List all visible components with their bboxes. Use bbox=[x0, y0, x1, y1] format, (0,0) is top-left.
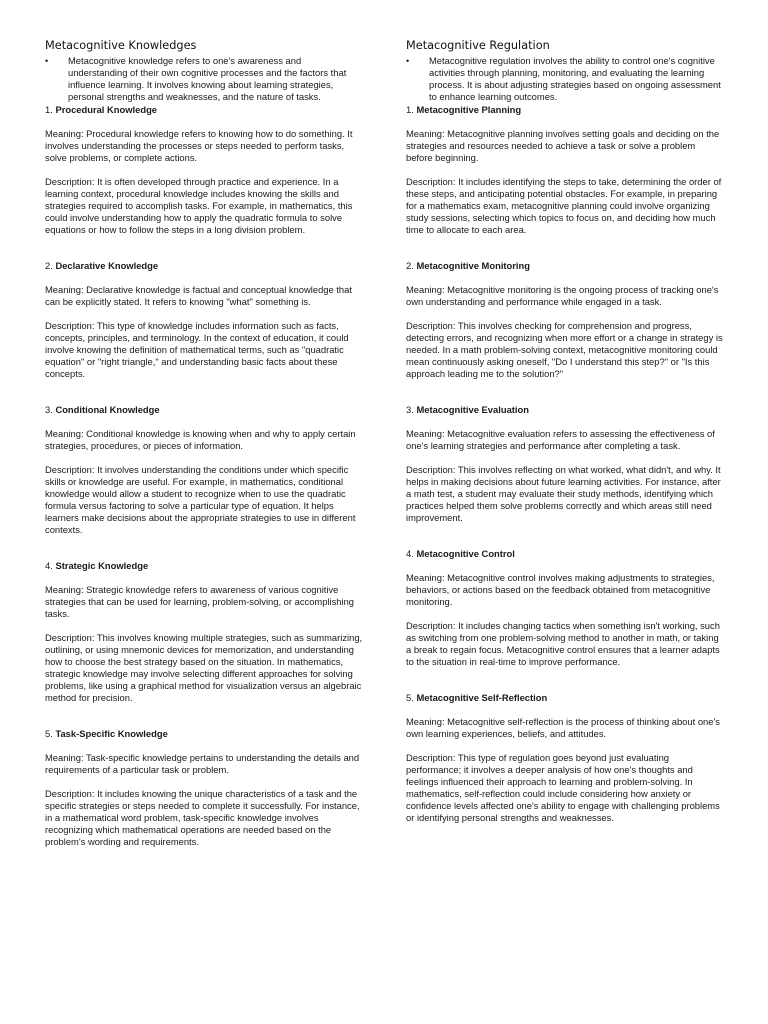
item-heading: 2. Declarative Knowledge bbox=[45, 260, 159, 271]
item-meaning: Meaning: Metacognitive control involves making adjustments to strategies, behaviors, or actions based on the feedback obtained from metacognitive monitoring. bbox=[406, 572, 715, 607]
item-description: Description: It includes knowing the unique characteristics of a task and the specific strategies or steps needed to complete it successfully. For instance, in a mathematical word problem, task-specific knowledge involves recognizing which mathematical operations are needed based on the problem's wording and requirements. bbox=[45, 788, 360, 847]
item-description: Description: This involves reflecting on what worked, what didn't, and why. It helps in making decisions about future learning activities. For instance, after a math test, a student may evaluate their study methods, identifying which practices helped them solve problems correctly and which areas still need improvement. bbox=[406, 464, 721, 523]
bullet-icon: • bbox=[406, 56, 410, 66]
item-heading: 4. Metacognitive Control bbox=[406, 548, 515, 559]
list-item bbox=[45, 404, 363, 536]
item-description: Description: It includes identifying the steps to take, determining the order of these steps, and anticipating potential obstacles. For example, in preparing for a mathematics exam, metacognitive planning could involve organizing study sessions, selecting which topics to focus on, and deciding how much time to allocate to each area. bbox=[406, 176, 722, 235]
bullet-icon: • bbox=[45, 56, 49, 66]
item-meaning: Meaning: Metacognitive monitoring is the ongoing process of tracking one's own understanding and performance while engaged in a task. bbox=[406, 284, 719, 307]
item-description: Description: It is often developed through practice and experience. In a learning context, procedural knowledge includes knowing the skills and strategies required to accomplish tasks. For example, in mathematics, this could involve understanding how to apply the quadratic formula to solve equations or how to follow the steps in a long division problem. bbox=[45, 176, 353, 235]
list-item bbox=[45, 260, 363, 380]
list-item bbox=[406, 260, 724, 380]
item-description: Description: It includes changing tactics when something isn't working, such as switching from one problem-solving method to another in math, or taking a break to regain focus. Metacognitive control ensures that a learner adapts to the situation in real-time to improve performance. bbox=[406, 620, 720, 667]
intro-bullet bbox=[406, 55, 724, 103]
item-meaning: Meaning: Procedural knowledge refers to knowing how to do something. It involves understanding the processes or steps needed to perform tasks, solve problems, or complete actions. bbox=[45, 128, 353, 163]
list-item bbox=[45, 728, 363, 848]
item-heading: 5. Metacognitive Self-Reflection bbox=[406, 692, 548, 703]
list-item bbox=[45, 104, 363, 236]
item-heading: 3. Metacognitive Evaluation bbox=[406, 404, 529, 415]
list-item bbox=[406, 104, 724, 236]
intro-bullet bbox=[45, 55, 363, 103]
item-description: Description: This involves checking for comprehension and progress, detecting errors, and recognizing when more effort or a change in strategy is needed. In a math problem-solving context, metacognitive monitoring could mean continuously asking oneself, "Do I understand this step?" or "Is this approach leading me to the solution?" bbox=[406, 320, 723, 379]
item-description: Description: It involves understanding the conditions under which specific skills or knowledge are useful. For example, in mathematics, conditional knowledge would allow a student to recognize when to use the quadratic formula versus factoring to solve a particular type of equation. It helps learners make decisions about the appropriate strategies to use in different contexts. bbox=[45, 464, 356, 535]
item-meaning: Meaning: Strategic knowledge refers to awareness of various cognitive strategies that can be used for learning, problem-solving, or accomplishing tasks. bbox=[45, 584, 355, 619]
item-heading: 5. Task-Specific Knowledge bbox=[45, 728, 168, 739]
item-heading: 4. Strategic Knowledge bbox=[45, 560, 149, 571]
item-heading: 1. Procedural Knowledge bbox=[45, 104, 158, 115]
list-item bbox=[406, 404, 724, 524]
intro-text: Metacognitive regulation involves the ability to control one's cognitive activities through planning, monitoring, and evaluating the learning process. It is about adjusting strategies based on ongoing assessment to enhance learning outcomes. bbox=[429, 55, 721, 102]
list-item bbox=[406, 548, 724, 668]
item-meaning: Meaning: Metacognitive evaluation refers to assessing the effectiveness of one's learning strategies and performance after completing a task. bbox=[406, 428, 715, 451]
section-title: Metacognitive Regulation bbox=[406, 39, 550, 52]
item-meaning: Meaning: Metacognitive self-reflection is the process of thinking about one's own learning experiences, beliefs, and attitudes. bbox=[406, 716, 720, 739]
intro-text: Metacognitive knowledge refers to one's awareness and understanding of their own cognitive processes and the factors that influence learning. It involves knowing about learning strategies, personal strengths and weaknesses, and the nature of tasks. bbox=[68, 55, 347, 102]
item-meaning: Meaning: Conditional knowledge is knowing when and why to apply certain strategies, procedures, or pieces of information. bbox=[45, 428, 356, 451]
item-description: Description: This involves knowing multiple strategies, such as summarizing, outlining, or using mnemonic devices for memorization, and understanding how to choose the best strategy based on the situation. In mathematics, strategic knowledge may involve selecting different approaches for solving problems, like using a graphical method for visualization versus an algebraic method for precision. bbox=[45, 632, 363, 703]
section-title: Metacognitive Knowledges bbox=[45, 39, 197, 52]
left-column bbox=[45, 38, 363, 848]
item-description: Description: This type of knowledge includes information such as facts, concepts, principles, and terminology. In the context of education, it could involve knowing the definition of mathematical terms, such as "quadratic equation" or "right triangle," and understanding basic facts about these concepts. bbox=[45, 320, 349, 379]
right-column bbox=[406, 38, 724, 824]
list-item bbox=[45, 560, 363, 704]
item-heading: 2. Metacognitive Monitoring bbox=[406, 260, 530, 271]
item-meaning: Meaning: Task-specific knowledge pertains to understanding the details and requirements of a particular task or problem. bbox=[45, 752, 360, 775]
list-item bbox=[406, 692, 724, 824]
item-description: Description: This type of regulation goes beyond just evaluating performance; it involves a deeper analysis of how one's thoughts and feelings influenced their approach to learning and problem-solving. In mathematics, self-reflection could include considering how anxiety or confidence levels affected one's ability to engage with challenging problems or identifying personal strengths and weaknesses. bbox=[406, 752, 720, 823]
item-meaning: Meaning: Declarative knowledge is factual and conceptual knowledge that can be explicitly stated. It refers to knowing "what" something is. bbox=[45, 284, 352, 307]
item-heading: 1. Metacognitive Planning bbox=[406, 104, 522, 115]
item-heading: 3. Conditional Knowledge bbox=[45, 404, 160, 415]
item-meaning: Meaning: Metacognitive planning involves setting goals and deciding on the strategies and resources needed to achieve a task or solve a problem before beginning. bbox=[406, 128, 720, 163]
